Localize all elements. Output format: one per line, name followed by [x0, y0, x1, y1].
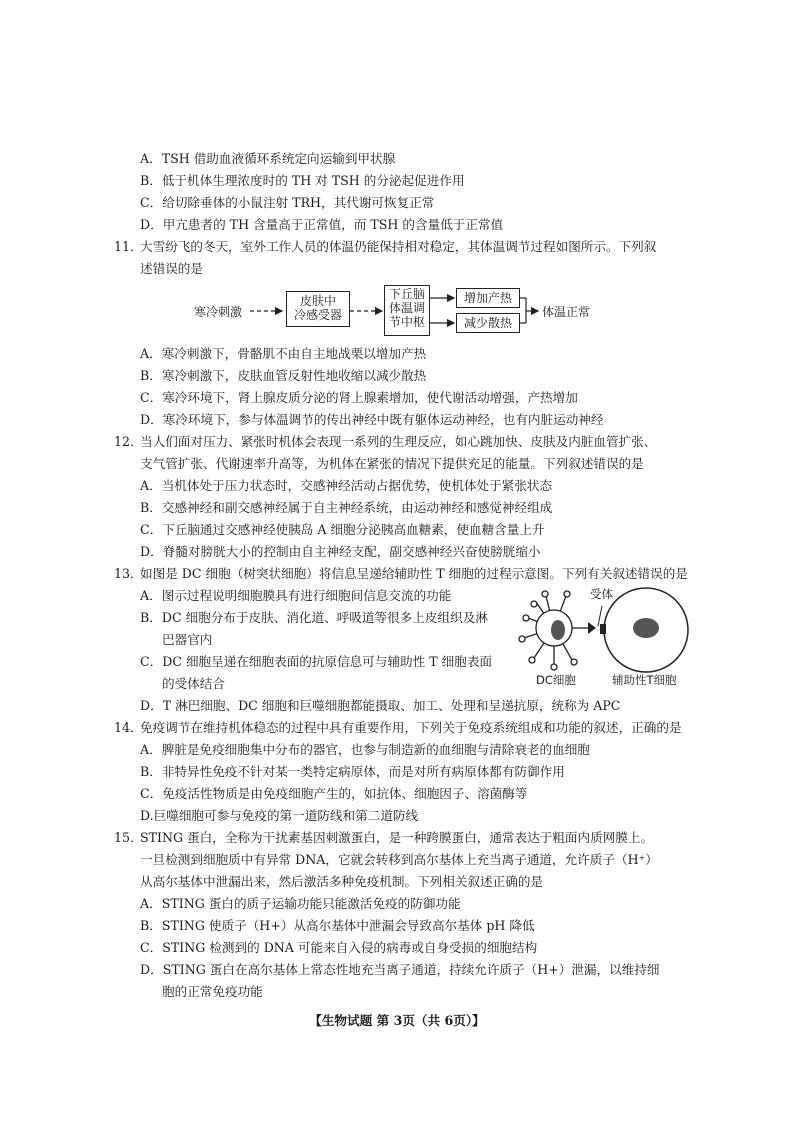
q15-option-a: A．STING 蛋白的质子运输功能只能激活免疫的防御功能: [140, 896, 461, 911]
diagram-center-line3: 节中枢: [388, 315, 425, 329]
q14-number: 14．: [114, 720, 143, 735]
q15-option-c: C．STING 检测到的 DNA 可能来自入侵的病毒或自身受损的细胞结构: [140, 940, 538, 955]
q14-option-d: D.巨噬细胞可参与免疫的第一道防线和第二道防线: [140, 808, 419, 823]
q13-option-c-line2: 的受体结合: [162, 676, 225, 691]
q11-option-b: B．寒冷刺激下，皮肤血管反射性地收缩以减少散热: [140, 368, 427, 383]
q15-stem-line1: STING 蛋白，全称为干扰素基因刺激蛋白，是一种跨膜蛋白，通常表达于粗面内质网膜上。: [140, 830, 654, 845]
q12-stem-line2: 支气管扩张、代谢速率升高等，为机体在紧张的情况下提供充足的能量。下列叙述错误的是: [140, 456, 644, 471]
diagram-receptor-line1: 皮肤中: [299, 294, 336, 308]
q14-option-b: B．非特异性免疫不针对某一类特定病原体，而是对所有病原体都有防御作用: [140, 764, 565, 779]
q10-option-d: D．甲亢患者的 TH 含量高于正常值，而 TSH 的含量低于正常值: [140, 217, 504, 232]
q13-option-a: A．图示过程说明细胞膜具有进行细胞间信息交流的功能: [140, 588, 452, 603]
diagram-reduce-heat-loss-box: 减少散热: [456, 313, 520, 333]
diagram-center-line1: 下丘脑: [388, 287, 425, 301]
q13-option-b-line2: 巴器官内: [162, 632, 213, 647]
page-footer: 【生物试题 第 3页（共 6页）】: [309, 1013, 485, 1028]
q10-option-a: A．TSH 借助血液循环系统定向运输到甲状腺: [140, 151, 396, 166]
q11-stem-line2: 述错误的是: [140, 261, 203, 276]
diagram-hypothalamus-box: [384, 285, 430, 336]
q12-stem-line1: 当人们面对压力、紧张时机体会表现一系列的生理反应，如心跳加快、皮肤及内脏血管扩张、: [140, 434, 657, 449]
q13-number: 13．: [114, 566, 143, 581]
q11-option-c: C．寒冷环境下，肾上腺皮质分泌的肾上腺素增加，使代谢活动增强，产热增加: [140, 390, 578, 405]
q14-option-c: C．免疫活性物质是由免疫细胞产生的，如抗体、细胞因子、溶菌酶等: [140, 786, 528, 801]
q15-number: 15．: [114, 830, 143, 845]
q13-stem: 如图是 DC 细胞（树突状细胞）将信息呈递给辅助性 T 细胞的过程示意图。下列有关叙述错误的是: [140, 566, 688, 581]
dc-cell-label: DC细胞: [536, 673, 576, 687]
q15-stem-line3: 从高尔基体中泄漏出来，然后激活多种免疫机制。下列相关叙述正确的是: [140, 874, 543, 889]
diagram-receptor-line2: 冷感受器: [293, 308, 342, 322]
diagram-normal-temperature: 体温正常: [542, 305, 591, 319]
q12-number: 12．: [114, 434, 143, 449]
q11-option-d: D．寒冷环境下，参与体温调节的传出神经中既有躯体运动神经，也有内脏运动神经: [140, 412, 604, 427]
q11-stem-line1: 大雪纷飞的冬天，室外工作人员的体温仍能保持相对稳定，其体温调节过程如图所示。下列叙: [140, 239, 657, 254]
q10-option-c: C．给切除垂体的小鼠注射 TRH，其代谢可恢复正常: [140, 195, 435, 210]
q12-option-d: D．脊髓对膀胱大小的控制由自主神经支配，副交感神经兴奋使膀胱缩小: [140, 544, 541, 559]
q11-number: 11．: [114, 239, 143, 254]
thermoregulation-diagram: [192, 283, 612, 339]
q12-option-b: B．交感神经和副交感神经属于自主神经系统，由运动神经和感觉神经组成: [140, 500, 553, 515]
q10-option-b: B．低于机体生理浓度时的 TH 对 TSH 的分泌起促进作用: [140, 173, 465, 188]
q13-option-d: D．T 淋巴细胞、DC 细胞和巨噬细胞都能摄取、加工、处理和呈递抗原，统称为 APC: [140, 698, 621, 713]
q11-option-a: A．寒冷刺激下，骨骼肌不由自主地战栗以增加产热: [140, 346, 427, 361]
q12-option-c: C．下丘脑通过交感神经使胰岛 A 细胞分泌胰高血糖素，使血糖含量上升: [140, 522, 545, 537]
q14-option-a: A．脾脏是免疫细胞集中分布的器官，也参与制造新的血细胞与清除衰老的血细胞: [140, 742, 590, 757]
q15-option-b: B．STING 使质子（H+）从高尔基体中泄漏会导致高尔基体 pH 降低: [140, 918, 535, 933]
dc-cell-figure: [506, 582, 696, 686]
helper-t-cell-label: 辅助性T细胞: [612, 673, 677, 687]
receptor-label: 受体: [590, 587, 613, 601]
q14-stem: 免疫调节在维持机体稳态的过程中具有重要作用，下列关于免疫系统组成和功能的叙述，正确的是: [140, 720, 682, 735]
q13-option-b-line1: B．DC 细胞分布于皮肤、消化道、呼吸道等很多上皮组织及淋: [140, 610, 488, 625]
diagram-center-line2: 体温调: [388, 301, 425, 315]
diagram-cold-receptor-box: [286, 291, 350, 327]
q12-option-a: A．当机体处于压力状态时，交感神经活动占据优势，使机体处于紧张状态: [140, 478, 553, 493]
diagram-cold-stimulus: 寒冷刺激: [194, 305, 243, 319]
q15-option-d-line2: 胞的正常免疫功能: [162, 984, 263, 999]
q15-stem-line2: 一旦检测到细胞质中有异常 DNA，它就会转移到高尔基体上充当离子通道，允许质子（H⁺）: [140, 852, 658, 867]
q13-option-c-line1: C．DC 细胞呈递在细胞表面的抗原信息可与辅助性 T 细胞表面: [140, 654, 493, 669]
q15-option-d-line1: D．STING 蛋白在高尔基体上常态性地充当离子通道，持续允许质子（H+）泄漏，以维持细: [140, 962, 660, 977]
diagram-increase-heat-box: 增加产热: [456, 288, 520, 308]
